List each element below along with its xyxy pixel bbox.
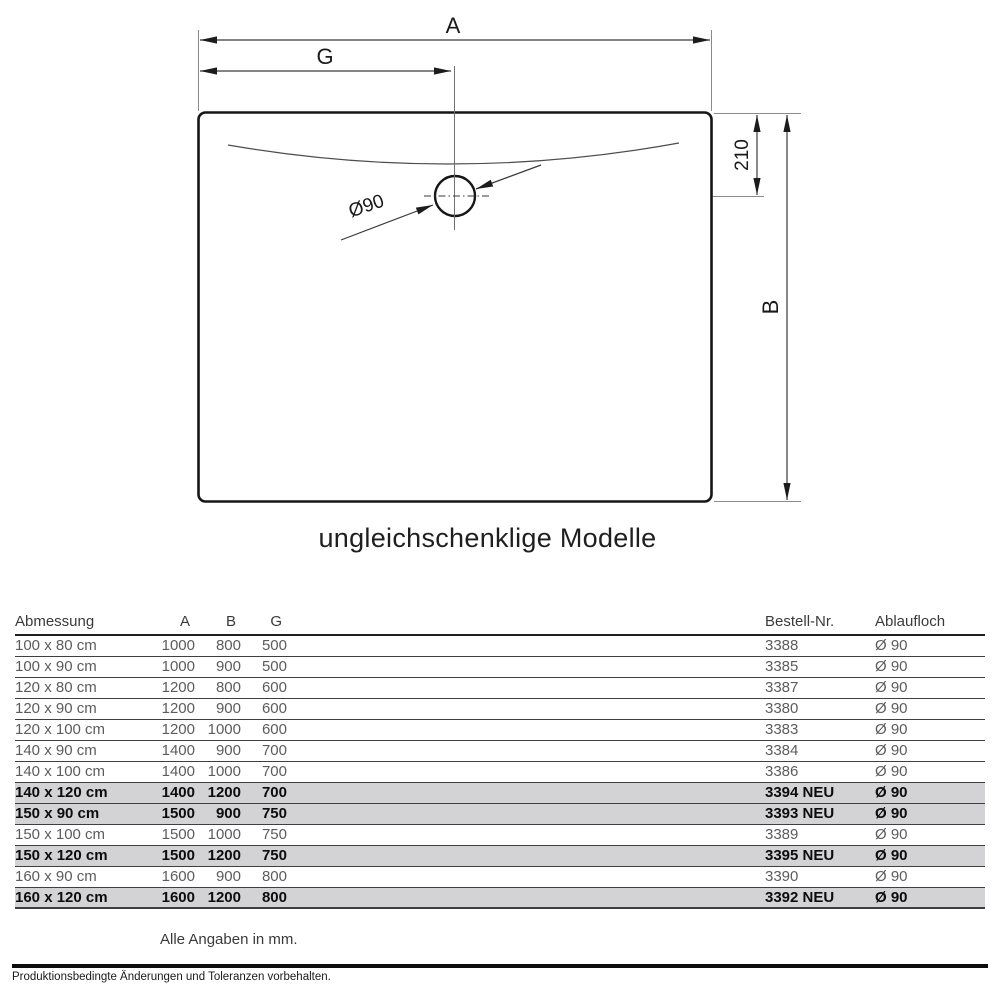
cell-b: 900 <box>215 742 241 759</box>
header-b: B <box>225 613 236 630</box>
cell-g: 600 <box>261 721 287 738</box>
cell-spacer <box>287 636 765 656</box>
cell-spacer <box>287 825 765 845</box>
cell-bestell: 3392 NEU <box>765 889 835 906</box>
table-row <box>15 741 985 762</box>
cell-bestell: 3386 <box>765 763 799 780</box>
cell-spacer <box>287 867 765 887</box>
table-row <box>15 804 985 825</box>
cell-bestell: 3387 <box>765 679 799 696</box>
footer-divider <box>12 964 988 968</box>
cell-bestell: 3390 <box>765 868 799 885</box>
cell-ablauf: Ø 90 <box>875 637 908 654</box>
table-row <box>15 720 985 741</box>
cell-b: 1000 <box>207 721 241 738</box>
cell-ablauf: Ø 90 <box>875 889 908 906</box>
cell-g: 500 <box>261 658 287 675</box>
cell-a: 1500 <box>161 826 195 843</box>
cell-g: 700 <box>261 742 287 759</box>
cell-a: 1000 <box>161 658 195 675</box>
cell-a: 1600 <box>161 868 195 885</box>
cell-spacer <box>287 804 765 824</box>
cell-abmessung: 100 x 90 cm <box>15 658 97 675</box>
drain-diameter-label: Ø90 <box>346 190 387 223</box>
cell-g: 800 <box>261 889 287 906</box>
cell-ablauf: Ø 90 <box>875 721 908 738</box>
cell-ablauf: Ø 90 <box>875 658 908 675</box>
cell-bestell: 3393 NEU <box>765 805 835 822</box>
table-row <box>15 762 985 783</box>
table-row <box>15 825 985 846</box>
cell-abmessung: 150 x 120 cm <box>15 847 108 864</box>
table-row <box>15 657 985 678</box>
cell-abmessung: 120 x 80 cm <box>15 679 97 696</box>
cell-abmessung: 120 x 90 cm <box>15 700 97 717</box>
cell-a: 1200 <box>161 721 195 738</box>
table-row <box>15 678 985 699</box>
cell-g: 750 <box>261 805 287 822</box>
cell-abmessung: 150 x 100 cm <box>15 826 106 843</box>
cell-g: 750 <box>261 847 287 864</box>
cell-bestell: 3395 NEU <box>765 847 835 864</box>
cell-g: 600 <box>261 679 287 696</box>
cell-bestell: 3383 <box>765 721 799 738</box>
cell-spacer <box>287 846 765 866</box>
cell-a: 1600 <box>161 889 195 906</box>
dim-a-label: A <box>445 13 461 38</box>
cell-ablauf: Ø 90 <box>875 868 908 885</box>
cell-a: 1400 <box>161 784 195 801</box>
cell-a: 1500 <box>161 805 195 822</box>
units-note: Alle Angaben in mm. <box>160 931 298 948</box>
table-row <box>15 636 985 657</box>
cell-spacer <box>287 888 765 907</box>
cell-b: 900 <box>215 700 241 717</box>
header-bestell: Bestell-Nr. <box>765 613 835 630</box>
cell-spacer <box>287 699 765 719</box>
cell-abmessung: 140 x 100 cm <box>15 763 106 780</box>
header-a: A <box>179 613 190 630</box>
table-row <box>15 699 985 720</box>
table-header <box>15 609 985 636</box>
cell-abmessung: 120 x 100 cm <box>15 721 106 738</box>
header-ablauf: Ablaufloch <box>875 613 946 630</box>
cell-b: 800 <box>215 637 241 654</box>
page-title: ungleichschenklige Modelle <box>318 523 657 553</box>
dim-g-label: G <box>316 44 334 69</box>
cell-bestell: 3385 <box>765 658 799 675</box>
cell-a: 1500 <box>161 847 195 864</box>
cell-spacer <box>287 762 765 782</box>
cell-b: 1000 <box>207 826 241 843</box>
cell-spacer <box>287 720 765 740</box>
cell-ablauf: Ø 90 <box>875 805 908 822</box>
cell-abmessung: 160 x 90 cm <box>15 868 97 885</box>
cell-g: 750 <box>261 826 287 843</box>
cell-b: 1200 <box>207 889 241 906</box>
cell-bestell: 3389 <box>765 826 799 843</box>
spec-table <box>15 609 985 909</box>
disclaimer-note: Produktionsbedingte Änderungen und Toleranzen vorbehalten. <box>12 971 331 983</box>
header-g: G <box>270 613 282 630</box>
cell-ablauf: Ø 90 <box>875 700 908 717</box>
cell-spacer <box>287 678 765 698</box>
cell-b: 900 <box>215 805 241 822</box>
cell-b: 800 <box>215 679 241 696</box>
table-body <box>15 636 985 909</box>
cell-ablauf: Ø 90 <box>875 679 908 696</box>
cell-b: 1200 <box>207 847 241 864</box>
cell-abmessung: 150 x 90 cm <box>15 805 100 822</box>
cell-ablauf: Ø 90 <box>875 826 908 843</box>
cell-b: 900 <box>215 658 241 675</box>
table-row <box>15 888 985 909</box>
cell-a: 1400 <box>161 763 195 780</box>
cell-ablauf: Ø 90 <box>875 847 908 864</box>
cell-g: 800 <box>261 868 287 885</box>
cell-g: 700 <box>261 784 287 801</box>
table-row <box>15 846 985 867</box>
cell-abmessung: 160 x 120 cm <box>15 889 108 906</box>
cell-bestell: 3384 <box>765 742 799 759</box>
cell-a: 1000 <box>161 637 195 654</box>
cell-a: 1400 <box>161 742 195 759</box>
cell-spacer <box>287 783 765 803</box>
cell-b: 1200 <box>207 784 241 801</box>
cell-bestell: 3394 NEU <box>765 784 835 801</box>
dim-b-label: B <box>758 299 783 315</box>
cell-g: 600 <box>261 700 287 717</box>
cell-b: 1000 <box>207 763 241 780</box>
cell-a: 1200 <box>161 679 195 696</box>
cell-bestell: 3380 <box>765 700 799 717</box>
cell-g: 500 <box>261 637 287 654</box>
cell-abmessung: 140 x 90 cm <box>15 742 97 759</box>
cell-g: 700 <box>261 763 287 780</box>
cell-spacer <box>287 741 765 761</box>
header-abmessung: Abmessung <box>15 613 95 630</box>
header-spacer <box>287 609 765 634</box>
cell-ablauf: Ø 90 <box>875 763 908 780</box>
dim-210-label: 210 <box>732 139 753 171</box>
cell-abmessung: 100 x 80 cm <box>15 637 97 654</box>
table-row <box>15 783 985 804</box>
cell-bestell: 3388 <box>765 637 799 654</box>
cell-ablauf: Ø 90 <box>875 742 908 759</box>
cell-ablauf: Ø 90 <box>875 784 908 801</box>
cell-a: 1200 <box>161 700 195 717</box>
cell-spacer <box>287 657 765 677</box>
cell-abmessung: 140 x 120 cm <box>15 784 108 801</box>
cell-b: 900 <box>215 868 241 885</box>
table-row <box>15 867 985 888</box>
